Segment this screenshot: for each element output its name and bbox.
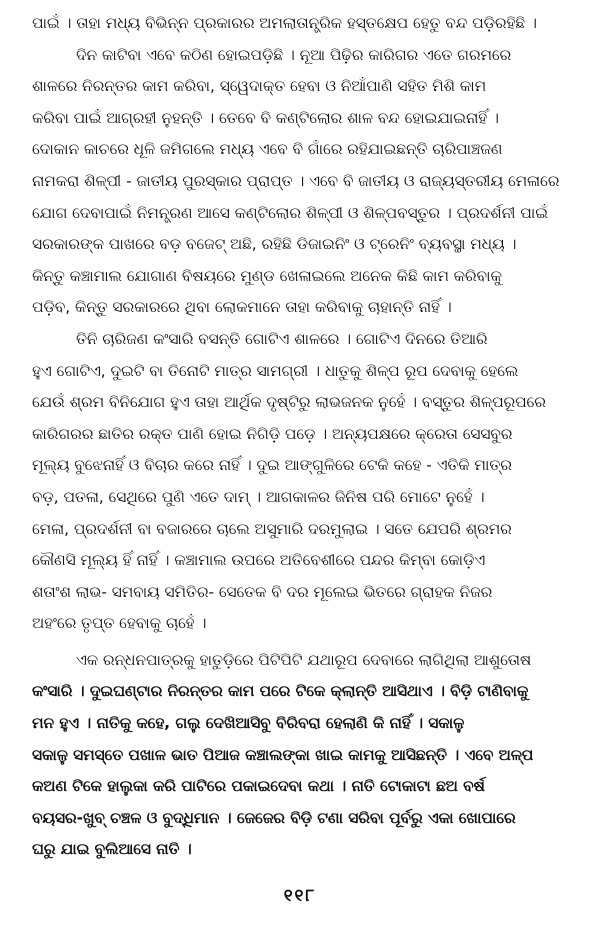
page-number: ୧୧୮ — [283, 886, 317, 906]
text-line: ମେଳା, ପ୍ରଦର୍ଶନୀ ବା ବଜାରରେ ଚାଲେ ଅସୁମାରି ଦରମୁଲାଇ । ସତେ ଯେପରି ଶ୍ରମର — [32, 519, 512, 538]
text-line: ବଡ଼, ପତଳା, ସେଥିରେ ପୁଣି ଏତେ ଦାମ୍ । ଆଗକାଳର ଜିନିଷ ପରି ମୋଟେ ନୁହେଁ । — [32, 487, 485, 506]
text-line: ଶତାଂଶ ଲାଭ- ସମବାୟ ସମିତିର- ସେତେକ ବି ଦର ମୂଲେଇ ଭିତରେ ଗ୍ରାହକ ନିଜର — [32, 582, 493, 601]
text-line: ସରକାରଙ୍କ ପାଖରେ ବଡ଼ ବଜେଟ୍ ଅଛି, ରହିଛି ଡିଜାଇନିଂ ଓ ଟ୍ରେନିଂ ବ୍ୟବସ୍ଥା ମଧ୍ୟ । — [32, 235, 517, 254]
text-line: ମନ ହୁଏ । ନାତିକୁ କହେ, ଗଲୁ ଦେଖିଆସିବୁ ବିରିବରା ହେଲାଣି କି ନାହିଁ । ସକାଳୁ — [32, 714, 465, 733]
text-line: କଂସାରି । ଦୁଇଘଣ୍ଟାର ନିରନ୍ତର କାମ ପରେ ଟିକେ କ୍ଲାନ୍ତି ଆସିଥାଏ । ବିଡ଼ି ଟାଣିବାକୁ — [32, 682, 529, 701]
text-line: ଦିନ କାଟିବା ଏବେ କଠିଣ ହୋଇପଡ଼ିଛି । ନୂଆ ପିଢ଼ିର କାରିଗର ଏତେ ଗରମରେ — [76, 45, 512, 64]
text-line: ଅହଂରେ ତୃପ୍ତ ହେବାକୁ ଚାହେଁ । — [32, 614, 207, 633]
text-line: ଯୋଗ ଦେବାପାଇଁ ନିମନ୍ତ୍ରଣ ଆସେ କଣ୍ଟିଲୋର ଶିଳ୍ପୀ ଓ ଶିଳ୍ପବସ୍ତୁର । ପ୍ରଦର୍ଶନୀ ପାଇଁ — [32, 203, 548, 222]
text-line: ଶାଳରେ ନିରନ୍ତର କାମ କରିବା, ସ୍ୱେଦାକ୍ତ ହେବା ଓ ନିଆଁପାଣି ସହିତ ମିଶି କାମ — [32, 77, 487, 96]
text-line: ସକାଳୁ ସମସ୍ତେ ପଖାଳ ଭାତ ପିଆଜ କଞ୍ଚାଲଙ୍କା ଖାଇ କାମକୁ ଆସିଛନ୍ତି । ଏବେ ଅଳ୍ପ — [32, 745, 534, 764]
text-line: ବୟସର-ଖୁବ୍ ଚଞ୍ଚଳ ଓ ବୁଦ୍ଧିମାନ । ଜେଜେର ବିଡ଼ି ଟଣା ସରିବା ପୂର୍ବରୁ ଏକା ଖୋପାରେ — [32, 808, 516, 827]
text-line: କାରିଗରର ଛାତିର ରକ୍ତ ପାଣି ହୋଇ ନିଗିଡ଼ି ପଡ଼େ । ଅନ୍ୟପକ୍ଷରେ କ୍ରେତା ସେସବୁର — [32, 424, 513, 443]
text-line: କିନ୍ତୁ କଞ୍ଚାମାଲ ଯୋଗାଣ ବିଷୟରେ ମୁଣ୍ଡ ଖେଳାଇଲେ ଅନେକ କିଛି କାମ କରିବାକୁ — [32, 266, 502, 285]
text-line: ଦୋକାନ କାଚରେ ଧୂଳି ଜମିଗଲେ ମଧ୍ୟ ଏବେ ବି ଗାଁରେ ରହିଯାଇଛନ୍ତି ଚାରିପାଞ୍ଚଜଣ — [32, 140, 503, 159]
text-line: ହୁଏ ଗୋଟିଏ, ଦୁଇଟି ବା ତିନୋଟି ମାତ୍ର ସାମଗ୍ରୀ । ଧାତୁକୁ ଶିଳ୍ପ ରୂପ ଦେବାକୁ ହେଲେ — [32, 361, 519, 380]
text-line: ତିନି ଚାରିଜଣ କଂସାରି ବସନ୍ତି ଗୋଟିଏ ଶାଳରେ । ଗୋଟିଏ ଦିନରେ ତିଆରି — [76, 329, 488, 348]
body-text — [32, 8, 574, 866]
text-line: ଘରୁ ଯାଇ ବୁଲିଆସେ ନାତି । — [32, 840, 192, 859]
text-line: କୌଣସି ମୂଲ୍ୟ ହିଁ ନାହିଁ । କଞ୍ଚାମାଲ ଉପରେ ଅତିବେଶୀରେ ପନ୍ଦର କିମ୍ବା କୋଡ଼ିଏ — [32, 551, 486, 570]
text-line: ପଡ଼ିବ, କିନ୍ତୁ ସରକାରରେ ଥିବା ଲୋକମାନେ ତାହା କରିବାକୁ ଚାହାନ୍ତି ନାହିଁ । — [32, 298, 452, 317]
text-line: ନାମକରା ଶିଳ୍ପୀ - ଜାତୀୟ ପୁରସ୍କାର ପ୍ରାପ୍ତ । ଏବେ ବି ଜାତୀୟ ଓ ରାଜ୍ୟସ୍ତରୀୟ ମେଳାରେ — [32, 171, 560, 190]
text-line: ଏକ ରନ୍ଧନପାତ୍ରକୁ ହାତୁଡ଼ିରେ ପିଟିପିଟି ଯଥାରୂପ ଦେବାରେ ଲାଗିଥିଲା ଆଶୁତୋଷ — [76, 650, 532, 669]
text-line: କରିବା ପାଇଁ ଆଗ୍ରହୀ ନୁହନ୍ତି । ତେବେ ବି କଣ୍ଟିଲୋର ଶାଳ ବନ୍ଦ ହୋଇଯାଇନାହିଁ । — [32, 108, 499, 127]
text-line: ମୂଲ୍ୟ ବୁଝେନାହିଁ ଓ ବିଚାର କରେ ନାହିଁ । ଦୁଇ ଆଙ୍ଗୁଳିରେ ଟେକି କହେ - ଏତିକି ମାତ୍ର — [32, 456, 512, 475]
text-line: ଯେଉଁ ଶ୍ରମ ବିନିଯୋଗ ହୁଏ ତାହା ଆର୍ଥିକ ଦୃଷ୍ଟିରୁ ଲାଭଜନକ ନୁହେଁ । ବସ୍ତୁର ଶିଳ୍ପରୂପରେ — [32, 393, 546, 412]
text-line: କଅଣ ଟିକେ ହାଲୁକା କରି ପାଟିରେ ପକାଇଦେବା କଥା । ନାତି ଟୋକାଟା ଛଅ ବର୍ଷ — [32, 777, 485, 796]
text-line: ପାଇଁ । ତାହା ମଧ୍ୟ ବିଭିନ୍ନ ପ୍ରକାରର ଅମଲାତାନ୍ତ୍ରିକ ହସ୍ତକ୍ଷେପ ହେତୁ ବନ୍ଦ ପଡ଼ିରହିଛି । — [32, 14, 537, 32]
